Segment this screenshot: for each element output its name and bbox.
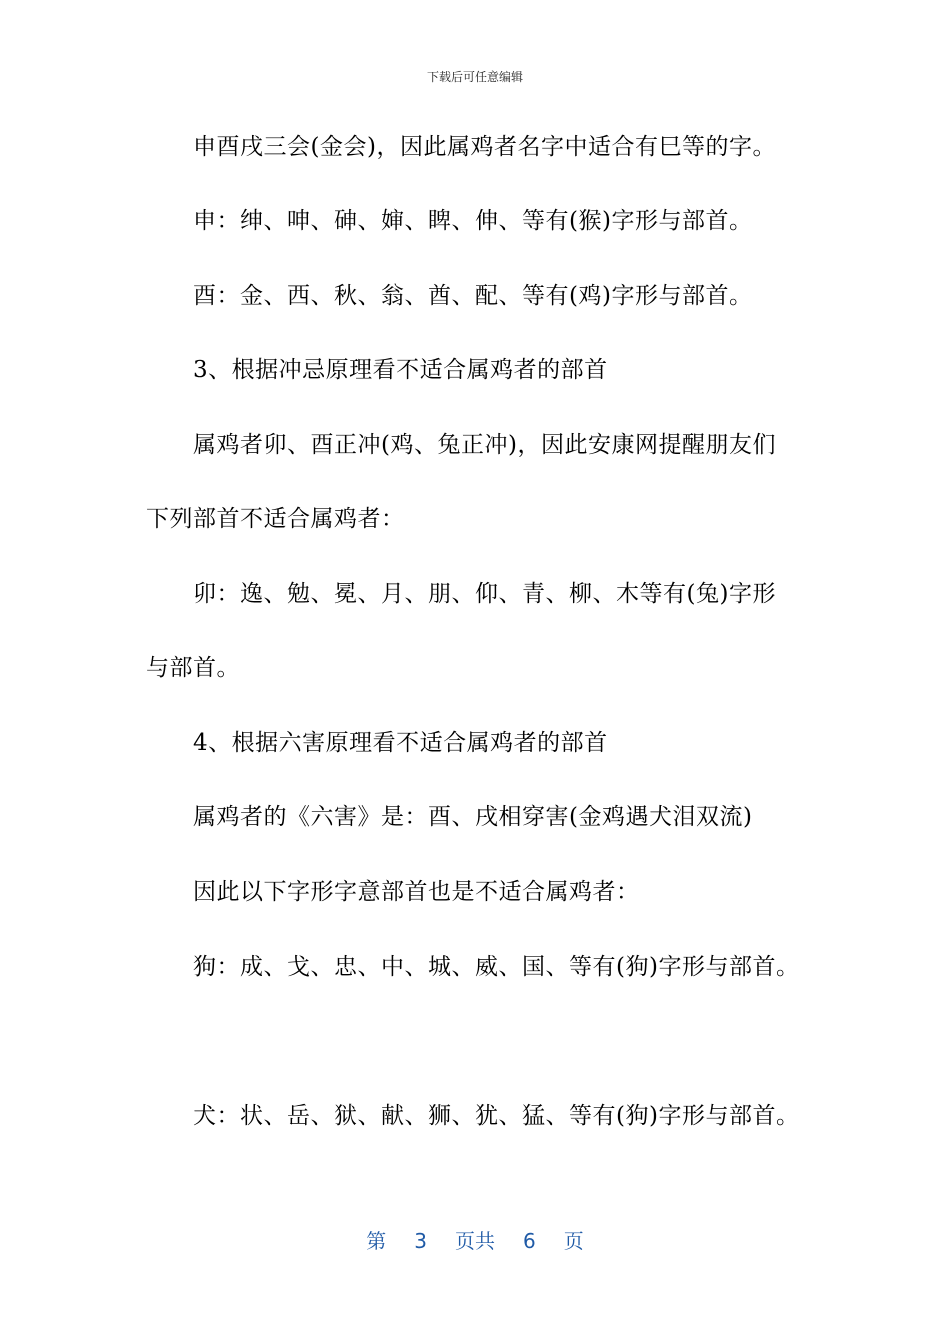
footer-current-page: 3 (414, 1229, 427, 1253)
text-line: 属鸡者的《六害》是：酉、戌相穿害(金鸡遇犬泪双流) (193, 804, 753, 830)
footer-total-pages: 6 (523, 1229, 536, 1253)
text-line: 因此以下字形字意部首也是不适合属鸡者： (193, 879, 640, 905)
text-line: 下列部首不适合属鸡者： (146, 506, 405, 532)
text-line: 犬：状、岳、狱、献、狮、犹、猛、等有(狗)字形与部首。 (193, 1103, 800, 1129)
page-footer (0, 1225, 950, 1254)
footer-label: 页共 (455, 1229, 495, 1253)
section-heading: 3、根据冲忌原理看不适合属鸡者的部首 (193, 357, 608, 383)
text-line: 申：绅、呻、砷、婶、睥、伸、等有(猴)字形与部首。 (193, 208, 753, 234)
text-line: 属鸡者卯、酉正冲(鸡、兔正冲)，因此安康网提醒朋友们 (193, 432, 776, 458)
footer-label: 第 (366, 1229, 387, 1253)
footer-label: 页 (563, 1229, 584, 1253)
text-line: 狗：成、戈、忠、中、城、威、国、等有(狗)字形与部首。 (193, 954, 800, 980)
page-header: 下载后可任意编辑 (426, 70, 523, 84)
text-line: 酉：金、西、秋、翁、酋、配、等有(鸡)字形与部首。 (193, 283, 753, 309)
text-line: 与部首。 (146, 655, 240, 681)
section-heading: 4、根据六害原理看不适合属鸡者的部首 (193, 730, 608, 756)
text-line: 卯：逸、勉、冕、月、朋、仰、青、柳、木等有(兔)字形 (193, 581, 776, 607)
text-line: 申酉戌三会(金会)，因此属鸡者名字中适合有巳等的字。 (193, 134, 776, 160)
